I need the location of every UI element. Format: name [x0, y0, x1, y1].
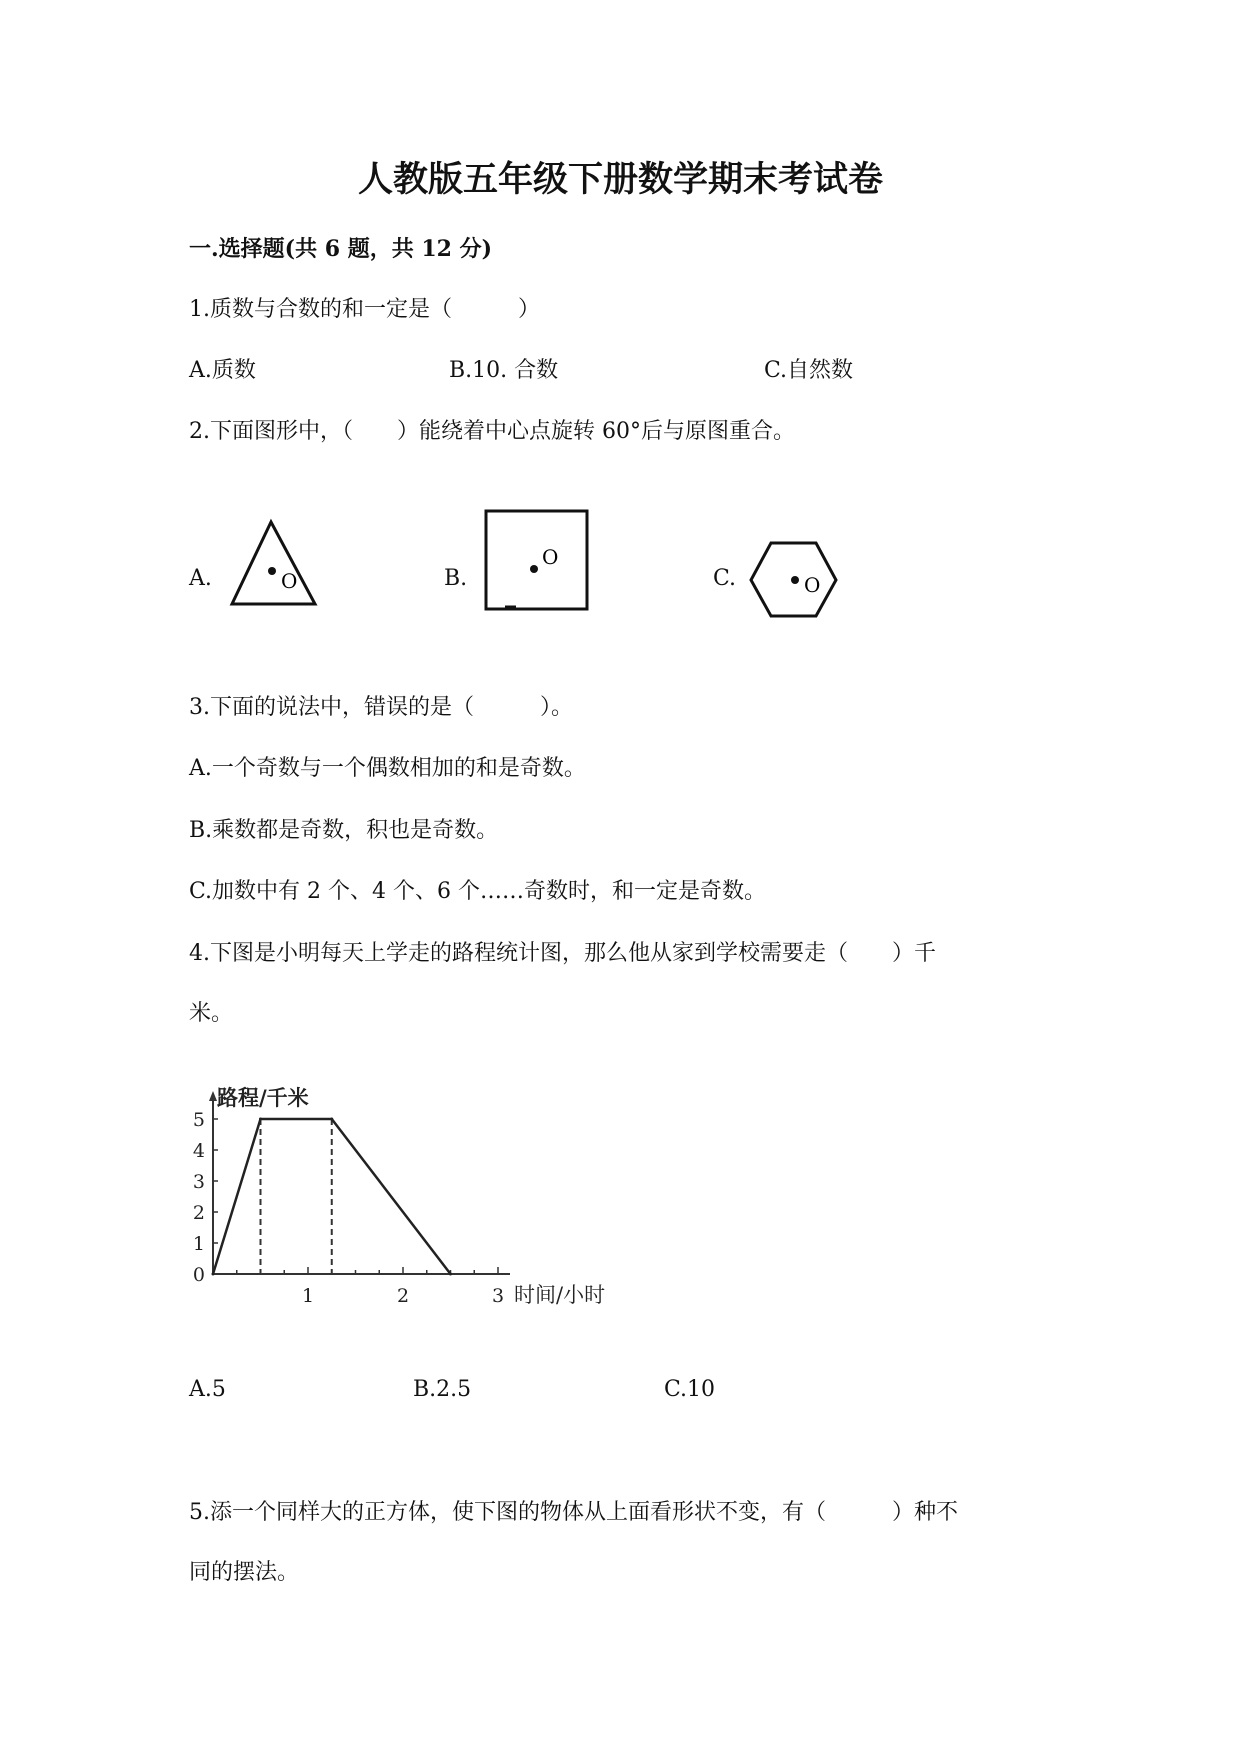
x-tick-label: 2 — [396, 1285, 410, 1307]
q4-option-c: C.10 — [664, 1377, 716, 1402]
section-heading: 一.选择题(共 6 题，共 12 分) — [189, 236, 493, 262]
y-tick-label: 3 — [192, 1171, 205, 1193]
question-4-line-1: 4.下图是小明每天上学走的路程统计图，那么他从家到学校需要走（ ）千 — [189, 941, 936, 966]
q1-option-a: A.质数 — [189, 358, 256, 383]
question-1: 1.质数与合数的和一定是（ ） — [189, 297, 540, 322]
q4-option-a: A.5 — [189, 1377, 226, 1402]
y-axis-label: 路程/千米 — [217, 1085, 309, 1110]
x-axis-label: 时间/小时 — [514, 1283, 606, 1307]
data-point — [449, 1273, 452, 1276]
triangle-center-label: O — [281, 569, 298, 593]
q2-option-a: A. — [189, 566, 212, 591]
data-point — [330, 1118, 333, 1121]
y-tick-label: 1 — [192, 1233, 205, 1255]
x-tick-label: 1 — [301, 1285, 315, 1307]
y-tick-label: 2 — [192, 1202, 205, 1224]
question-5-line-2: 同的摆法。 — [189, 1560, 300, 1585]
question-5-line-1: 5.添一个同样大的正方体，使下图的物体从上面看形状不变，有（ ）种不 — [189, 1500, 958, 1525]
q3-option-a: A.一个奇数与一个偶数相加的和是奇数。 — [189, 756, 586, 781]
y-axis-arrow — [209, 1091, 217, 1101]
question-2: 2.下面图形中，（ ）能绕着中心点旋转 60°后与原图重合。 — [189, 419, 795, 444]
x-tick-label: 3 — [491, 1285, 505, 1307]
q2-option-b: B. — [444, 566, 468, 591]
question-4-line-2: 米。 — [189, 1001, 234, 1026]
page-title: 人教版五年级下册数学期末考试卷 — [357, 159, 883, 200]
q1-option-b: B.10. 合数 — [449, 358, 559, 383]
y-tick-label: 5 — [192, 1109, 205, 1131]
data-point — [259, 1118, 262, 1121]
q1-option-c: C.自然数 — [764, 358, 854, 383]
q3-option-c: C.加数中有 2 个、4 个、6 个……奇数时，和一定是奇数。 — [189, 879, 767, 904]
q3-option-b: B.乘数都是奇数，积也是奇数。 — [189, 818, 499, 843]
q4-option-b: B.2.5 — [413, 1377, 472, 1402]
q2-option-c: C. — [713, 566, 737, 591]
data-point — [212, 1273, 215, 1276]
question-3: 3.下面的说法中，错误的是（ ）。 — [189, 695, 573, 720]
hexagon-center-label: O — [804, 573, 821, 597]
square-center-label: O — [542, 545, 559, 569]
y-tick-label: 0 — [192, 1264, 205, 1286]
y-tick-label: 4 — [192, 1140, 205, 1162]
